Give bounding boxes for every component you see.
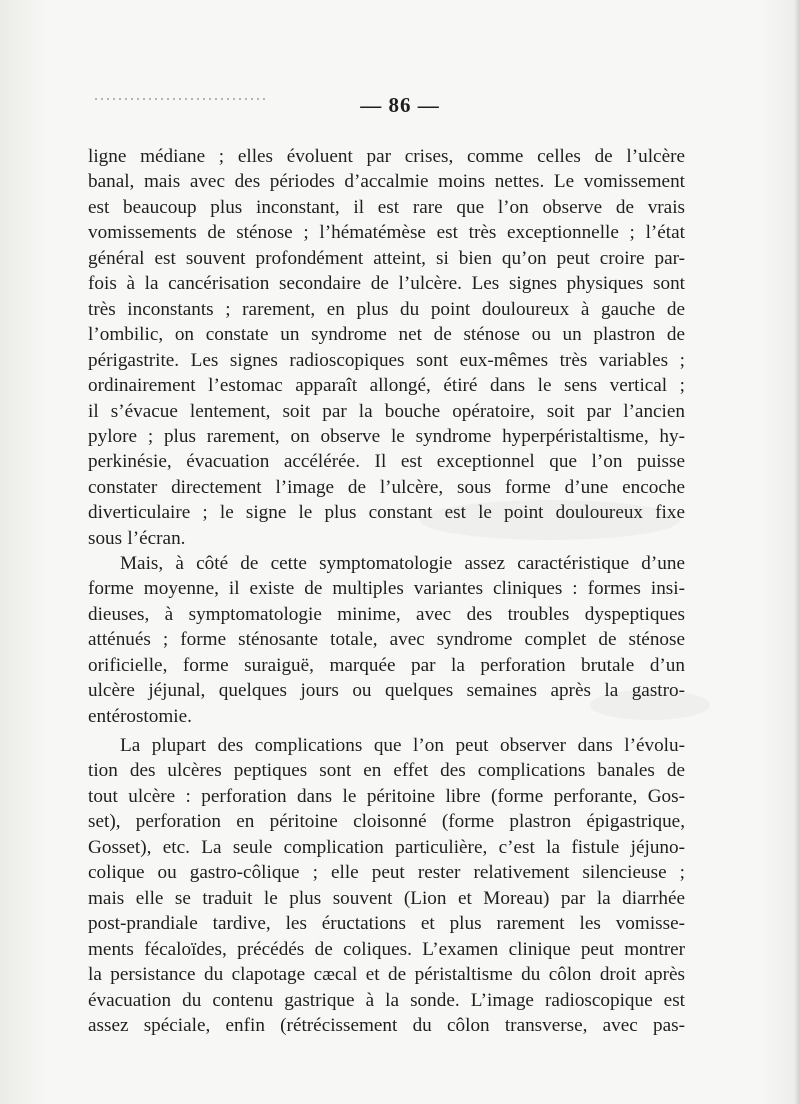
text-line: ments fécaloïdes, précédés de coliques. L’examen clinique peut montrer [88, 938, 685, 960]
text-line: constater directement l’image de l’ulcère, sous forme d’une encoche [88, 476, 685, 498]
text-line: banal, mais avec des périodes d’accalmie moins nettes. Le vomissement [88, 171, 685, 193]
text-line: très inconstants ; rarement, en plus du point douloureux à gauche de [88, 298, 685, 320]
text-line: général est souvent profondément atteint, si bien qu’on peut croire par- [88, 247, 685, 269]
text-line: atténués ; forme sténosante totale, avec syndrome complet de sténose [88, 629, 685, 651]
text-line: set), perforation en péritoine cloisonné (forme plastron épigastrique, [88, 811, 685, 833]
text-line: il s’évacue lentement, soit par la bouche opératoire, soit par l’ancien [88, 400, 685, 422]
text-line: orificielle, forme suraiguë, marquée par la perforation brutale d’un [88, 654, 685, 676]
page-number: — 86 — [360, 93, 440, 117]
scan-edge-shadow [794, 0, 800, 1104]
text-line: assez spéciale, enfin (rétrécissement du côlon transverse, avec pas- [88, 1014, 685, 1036]
text-line: pylore ; plus rarement, on observe le syndrome hyperpéristaltisme, hy- [88, 425, 685, 447]
paragraph-3 [88, 733, 685, 1038]
text-line: ligne médiane ; elles évoluent par crises, comme celles de l’ulcère [88, 146, 685, 167]
text-line: est beaucoup plus inconstant, il est rare que l’on observe de vrais [88, 196, 685, 218]
paragraph-2 [88, 551, 685, 729]
text-line: diverticulaire ; le signe le plus constant est le point douloureux fixe [88, 502, 685, 524]
text-line: la persistance du clapotage cæcal et de péristaltisme du côlon droit après [88, 964, 685, 986]
text-line: Gosset), etc. La seule complication particulière, c’est la fistule jéjuno- [88, 836, 685, 858]
text-line: sous l’écran. [88, 527, 186, 549]
text-line: dieuses, à symptomatologie minime, avec des troubles dyspeptiques [88, 603, 685, 625]
text-line: l’ombilic, on constate un syndrome net de sténose ou un plastron de [88, 324, 685, 346]
text-line: périgastrite. Les signes radioscopiques sont eux-mêmes très variables ; [88, 349, 685, 371]
text-line: mais elle se traduit le plus souvent (Lion et Moreau) par la diarrhée [88, 887, 685, 909]
paragraph-1 [88, 144, 685, 551]
text-line: forme moyenne, il existe de multiples variantes cliniques : formes insi- [88, 578, 685, 600]
text-line: Mais, à côté de cette symptomatologie assez caractéristique d’une [120, 553, 685, 574]
text-line: ulcère jéjunal, quelques jours ou quelques semaines après la gastro- [88, 680, 685, 702]
text-line: tion des ulcères peptiques sont en effet des complications banales de [88, 760, 685, 782]
text-line: entérostomie. [88, 705, 192, 727]
text-line: La plupart des complications que l’on peut observer dans l’évolu- [120, 735, 685, 756]
text-line: ordinairement l’estomac apparaît allongé, étiré dans le sens vertical ; [88, 375, 685, 397]
text-line: perkinésie, évacuation accélérée. Il est exceptionnel que l’on puisse [88, 451, 685, 473]
text-line: fois à la cancérisation secondaire de l’ulcère. Les signes physiques sont [88, 273, 685, 295]
text-line: vomissements de sténose ; l’hématémèse est très exceptionnelle ; l’état [88, 222, 685, 244]
text-line: post-prandiale tardive, les éructations et plus rarement les vomisse- [88, 913, 685, 935]
text-line: évacuation du contenu gastrique à la sonde. L’image radioscopique est [88, 989, 685, 1011]
text-line: tout ulcère : perforation dans le péritoine libre (forme perforante, Gos- [88, 785, 685, 807]
text-line: colique ou gastro-côlique ; elle peut rester relativement silencieuse ; [88, 862, 685, 884]
